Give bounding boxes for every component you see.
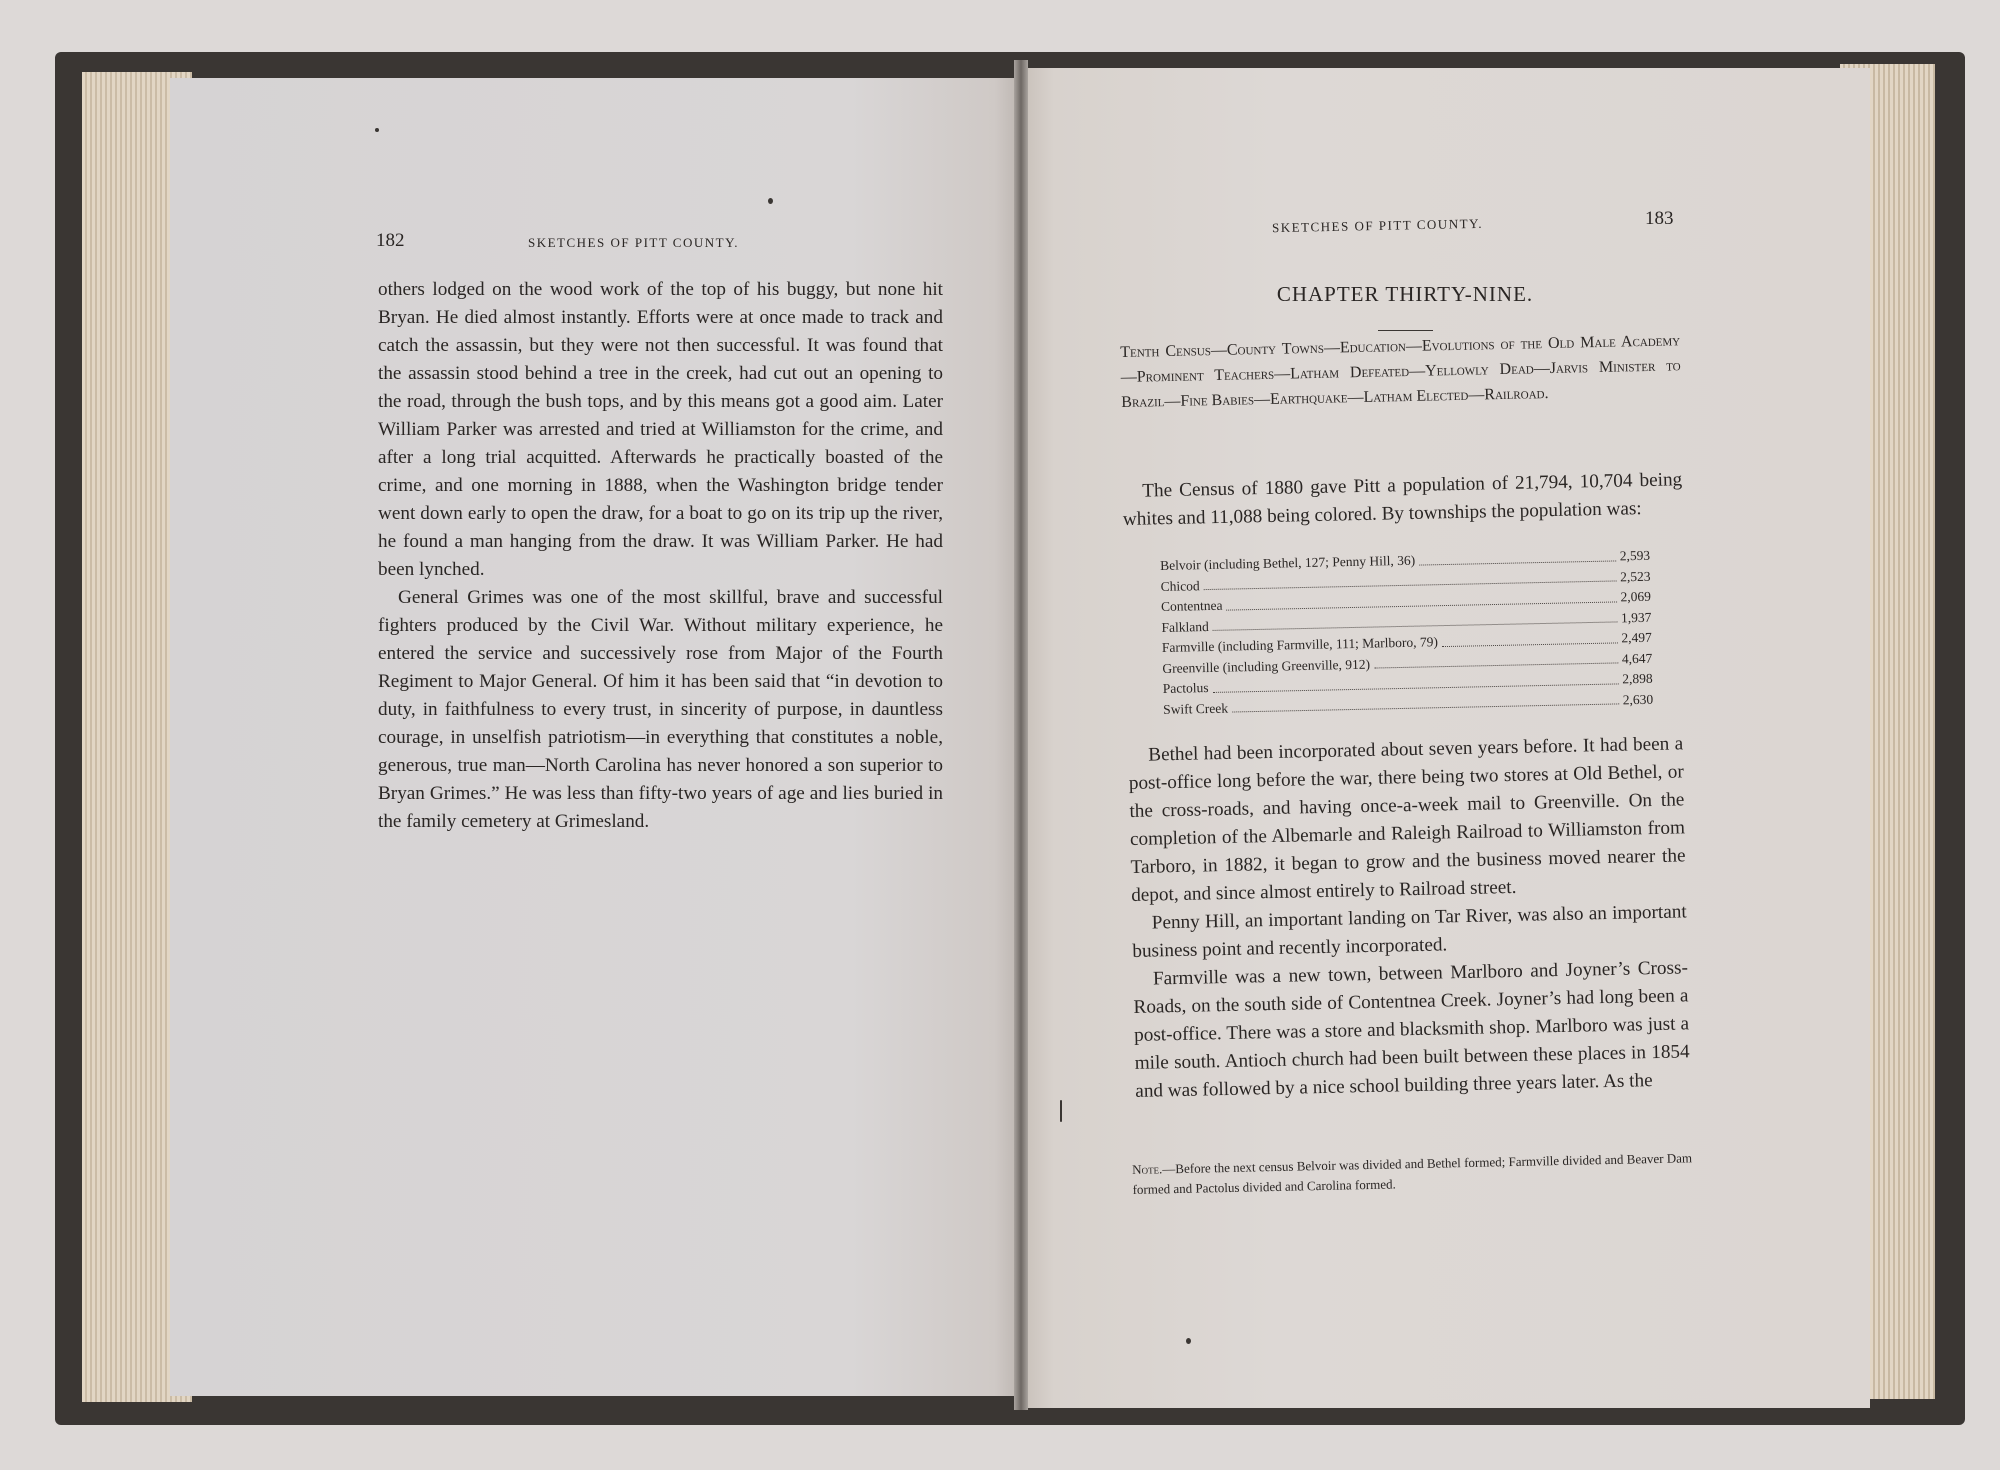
paper-speck [375,128,379,132]
left-page-number: 182 [376,230,405,251]
census-township: Pactolus [1162,680,1209,696]
census-population: 2,630 [1622,691,1654,707]
right-running-head: SKETCHES OF PITT COUNTY. [1271,215,1484,236]
census-population: 2,523 [1619,568,1651,584]
right-body [1128,730,1691,1106]
right-paragraph-3: Farmville was a new town, between Marlboro and Joyner’s Cross-Roads, on the south side of Contentnea Creek. Joyner’s had long been a post-office. There was a store and blacksmith shop. Marlboro was just a mile south. Antioch church had been built between these places in 1854 and was followed by a nice school building three years later. As the [1133,957,1690,1102]
census-township: Contentnea [1160,597,1223,614]
left-body [378,276,943,836]
census-population: 2,069 [1620,588,1652,605]
right-page-number: 183 [1645,208,1674,229]
census-township: Belvoir (including Bethel, 127; Penny Hill, 36) [1160,552,1416,573]
paper-speck [1186,1338,1191,1344]
left-running-head: SKETCHES OF PITT COUNTY. [528,235,740,250]
census-population: 2,593 [1619,547,1651,564]
census-table [1160,546,1653,720]
footnote-text: —Before the next census Belvoir was divided and Bethel formed; Farmville divided and Beaver Dam formed and Pactolus divided and Carolina formed. [1132,1150,1693,1197]
footnote-label: Note. [1132,1161,1163,1177]
right-paragraph-2: Penny Hill, an important landing on Tar River, was also an important business point and recently incorporated. [1132,901,1687,962]
census-township: Chicod [1160,577,1200,594]
census-population: 2,898 [1622,670,1653,687]
census-township: Falkland [1161,618,1209,635]
paper-mark [1060,1100,1062,1122]
census-population: 4,647 [1621,650,1653,666]
left-paragraph-1: others lodged on the wood work of the top of his buggy, but none hit Bryan. He died almost instantly. Efforts were at once made to track and catch the assassin, but they were not then successful. It was found that the assassin stood behind a tree in the creek, had cut out an opening to the road, through the bush tops, and by this means got a good aim. Later William Parker was arrested and tried at Williamston for the crime, and after a long trial acquitted. Afterwards he practically boasted of the crime, and one morning in 1888, when the Washington bridge tender went down early to open the draw, for a boat to go on its trip up the river, he found a man hanging from the draw. It was William Parker. He had been lynched. [378,279,943,580]
left-paragraph-2: General Grimes was one of the most skillful, brave and successful fighters produced by the Civil War. Without military experience, he entered the service and successively rose from Major of the Fourth Regiment to Major General. Of him it has been said that “in devotion to duty, in faithfulness to every trust, in sincerity of purpose, in dauntless courage, in unselfish patriotism—in everything that constitutes a noble, generous, true man—North Carolina has never honored a son superior to Bryan Grimes.” He was less than fifty-two years of age and lies buried in the family cemetery at Grimesland. [378,587,943,832]
paper-speck [768,198,773,204]
book-gutter [1014,60,1028,1410]
chapter-synopsis: Tenth Census—County Towns—Education—Evolutions of the Old Male Academy—Prominent Teachers—Latham Defeated—Yellowly Dead—Jarvis Minister to Brazil—Fine Babies—Earthquake—Latham Elected—Railroad. [1120,332,1681,411]
census-township: Farmville (including Farmville, 111; Marlboro, 79) [1161,634,1439,655]
right-paragraph-1: Bethel had been incorporated about seven years before. It had been a post-office long before the war, there being two stores at Old Bethel, or the cross-roads, and having once-a-week mail to Greenville. On the completion of the Albemarle and Raleigh Railroad to Williamston from Tarboro, in 1882, it began to grow and the business moved nearer the depot, and since almost entirely to Railroad street. [1128,733,1686,906]
chapter-rule [1378,330,1433,331]
census-population: 2,497 [1621,629,1652,646]
census-township: Swift Creek [1163,700,1229,717]
census-intro-text: The Census of 1880 gave Pitt a population of 21,794, 10,704 being whites and 11,088 being colored. By townships the population was: [1122,469,1683,530]
census-population: 1,937 [1620,609,1652,625]
census-intro [1122,466,1683,534]
chapter-title: CHAPTER THIRTY-NINE. [1276,282,1534,306]
census-township: Greenville (including Greenville, 912) [1162,656,1371,676]
